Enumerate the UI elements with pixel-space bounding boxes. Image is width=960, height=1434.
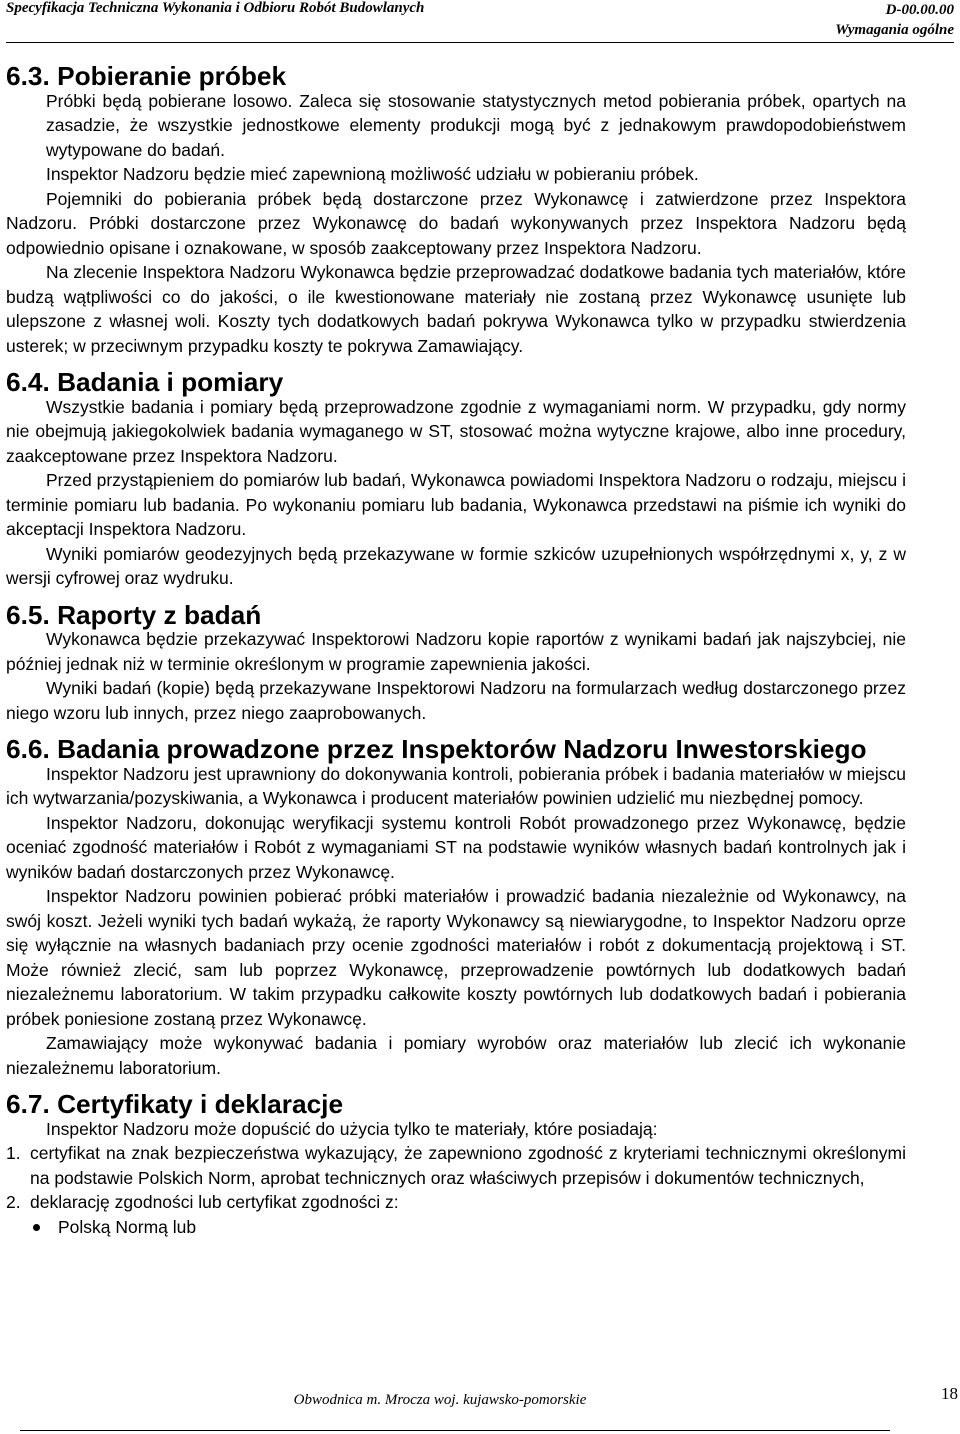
bullet-text: Polską Normą lub xyxy=(58,1216,197,1237)
bullet-item xyxy=(6,1215,906,1240)
paragraph: Inspektor Nadzoru jest uprawniony do dokonywania kontroli, pobierania próbek i badania materiałów w miejscu ich wytwarzania/pozyskiwania, a Wykonawca i producent materiałów powinien udzielić mu niezbędnej pomocy. xyxy=(6,763,906,808)
paragraph: Próbki będą pobierane losowo. Zaleca się stosowanie statystycznych metod pobierania próbek, opartych na zasadzie, że wszystkie jednostkowe elementy produkcji mogą być z jednakowym prawdopodobieństwem wytypowane do badań. xyxy=(46,90,906,160)
section-6-6 xyxy=(6,734,906,1080)
header-code: D-00.00.00 xyxy=(885,2,954,18)
paragraph: Wykonawca będzie przekazywać Inspektorowi Nadzoru kopie raportów z wynikami badań jak najszybciej, nie później jednak niż w terminie określonym w programie zapewnienia jakości. xyxy=(6,629,906,674)
list-number: 1. xyxy=(6,1143,21,1163)
header-document-title: Specyfikacja Techniczna Wykonania i Odbioru Robót Budowlanych xyxy=(6,0,425,16)
page-footer xyxy=(0,1384,960,1434)
paragraph: Inspektor Nadzoru będzie mieć zapewnioną możliwość udziału w pobieraniu próbek. xyxy=(46,164,699,184)
footer-location: Obwodnica m. Mrocza woj. kujawsko-pomorskie xyxy=(293,1392,587,1408)
paragraph: Inspektor Nadzoru powinien pobierać próbki materiałów i prowadzić badania niezależnie od Wykonawcy, na swój koszt. Jeżeli wyniki tych badań wykażą, że raporty Wykonawcy są niewiarygodne, to Inspektor Nadzoru oprze się wyłącznie na własnych badaniach przy ocenie zgodności materiałów i robót z dokumentacją projektową i ST. Może również zlecić, sam lub poprzez Wykonawcę, przeprowadzenie powtórnych lub dodatkowych badań niezależnemu laboratorium. W takim przypadku całkowite koszty powtórnych lub dodatkowych badań i pobierania próbek poniesione zostaną przez Wykonawcę. xyxy=(6,886,906,1029)
header-right xyxy=(835,0,954,40)
section-heading: 6.7. Certyfikaty i deklaracje xyxy=(6,1089,344,1119)
header-subtitle: Wymagania ogólne xyxy=(835,22,954,38)
list-item xyxy=(6,1141,906,1190)
paragraph: Inspektor Nadzoru, dokonując weryfikacji systemu kontroli Robót prowadzonego przez Wykonawcę, będzie oceniać zgodność materiałów i Robót z wymaganiami ST na podstawie wyników własnych badań kontrolnych jak i wyników badań dostarczonych przez Wykonawcę. xyxy=(6,812,906,882)
page-number: 18 xyxy=(941,1384,958,1403)
header-rule xyxy=(6,42,954,43)
paragraph: Inspektor Nadzoru może dopuścić do użycia tylko te materiały, które posiadają: xyxy=(46,1118,658,1139)
list-text: certyfikat na znak bezpieczeństwa wykazujący, że zapewniono zgodność z kryteriami technicznymi określonymi na podstawie Polskich Norm, aprobat technicznych oraz właściwych przepisów i dokumentów technicznych, xyxy=(30,1143,906,1188)
list-number: 2. xyxy=(6,1192,21,1212)
paragraph: Przed przystąpieniem do pomiarów lub badań, Wykonawca powiadomi Inspektora Nadzoru o rodzaju, miejscu i terminie pomiaru lub badania. Po wykonaniu pomiaru lub badania, Wykonawca przedstawi na piśmie ich wyniki do akceptacji Inspektora Nadzoru. xyxy=(6,470,906,539)
bullet-list xyxy=(6,1215,906,1240)
document-body xyxy=(6,61,906,1239)
paragraph: Na zlecenie Inspektora Nadzoru Wykonawca będzie przeprowadzać dodatkowe badania tych materiałów, które budzą wątpliwości co do jakości, o ile kwestionowane materiały nie zostaną przez Wykonawcę usunięte lub ulepszone z własnej woli. Koszty tych dodatkowych badań pokrywa Wykonawca tylko w przypadku stwierdzenia usterek; w przeciwnym przypadku koszty te pokrywa Zamawiający. xyxy=(6,262,906,356)
footer-rule xyxy=(20,1430,890,1431)
section-6-3 xyxy=(6,61,906,358)
paragraph: Pojemniki do pobierania próbek będą dostarczone przez Wykonawcę i zatwierdzone przez Inspektora Nadzoru. Próbki dostarczone przez Wykonawcę do badań wykonywanych przez Inspektora Nadzoru będą odpowiednio opisane i oznakowane, w sposób zaakceptowany przez Inspektora Nadzoru. xyxy=(6,188,906,258)
paragraph: Wszystkie badania i pomiary będą przeprowadzone zgodnie z wymaganiami norm. W przypadku, gdy normy nie obejmują jakiegokolwiek badania wymaganego w ST, stosować można wytyczne krajowe, albo inne procedury, zaakceptowane przez Inspektora Nadzoru. xyxy=(6,396,906,466)
section-heading: 6.4. Badania i pomiary xyxy=(6,367,284,397)
bullet-icon xyxy=(33,1224,40,1231)
paragraph: Wyniki badań (kopie) będą przekazywane Inspektorowi Nadzoru na formularzach według dostarczonego przez niego wzoru lub innych, przez niego zaaprobowanych. xyxy=(6,678,906,723)
numbered-list xyxy=(6,1141,906,1215)
section-6-7 xyxy=(6,1089,906,1239)
section-heading: 6.5. Raporty z badań xyxy=(6,599,262,630)
page-header xyxy=(6,0,954,44)
section-heading: 6.3. Pobieranie próbek xyxy=(6,61,287,91)
paragraph: Wyniki pomiarów geodezyjnych będą przekazywane w formie szkiców uzupełnionych współrzędnymi x, y, z w wersji cyfrowej oraz wydruku. xyxy=(6,543,906,588)
section-6-4 xyxy=(6,367,906,591)
list-item xyxy=(6,1190,906,1215)
paragraph: Zamawiający może wykonywać badania i pomiary wyrobów oraz materiałów lub zlecić ich wykonanie niezależnemu laboratorium. xyxy=(6,1033,906,1078)
section-6-5 xyxy=(6,599,906,726)
list-text: deklarację zgodności lub certyfikat zgodności z: xyxy=(30,1192,399,1212)
section-heading: 6.6. Badania prowadzone przez Inspektorów Nadzoru Inwestorskiego xyxy=(6,734,867,764)
